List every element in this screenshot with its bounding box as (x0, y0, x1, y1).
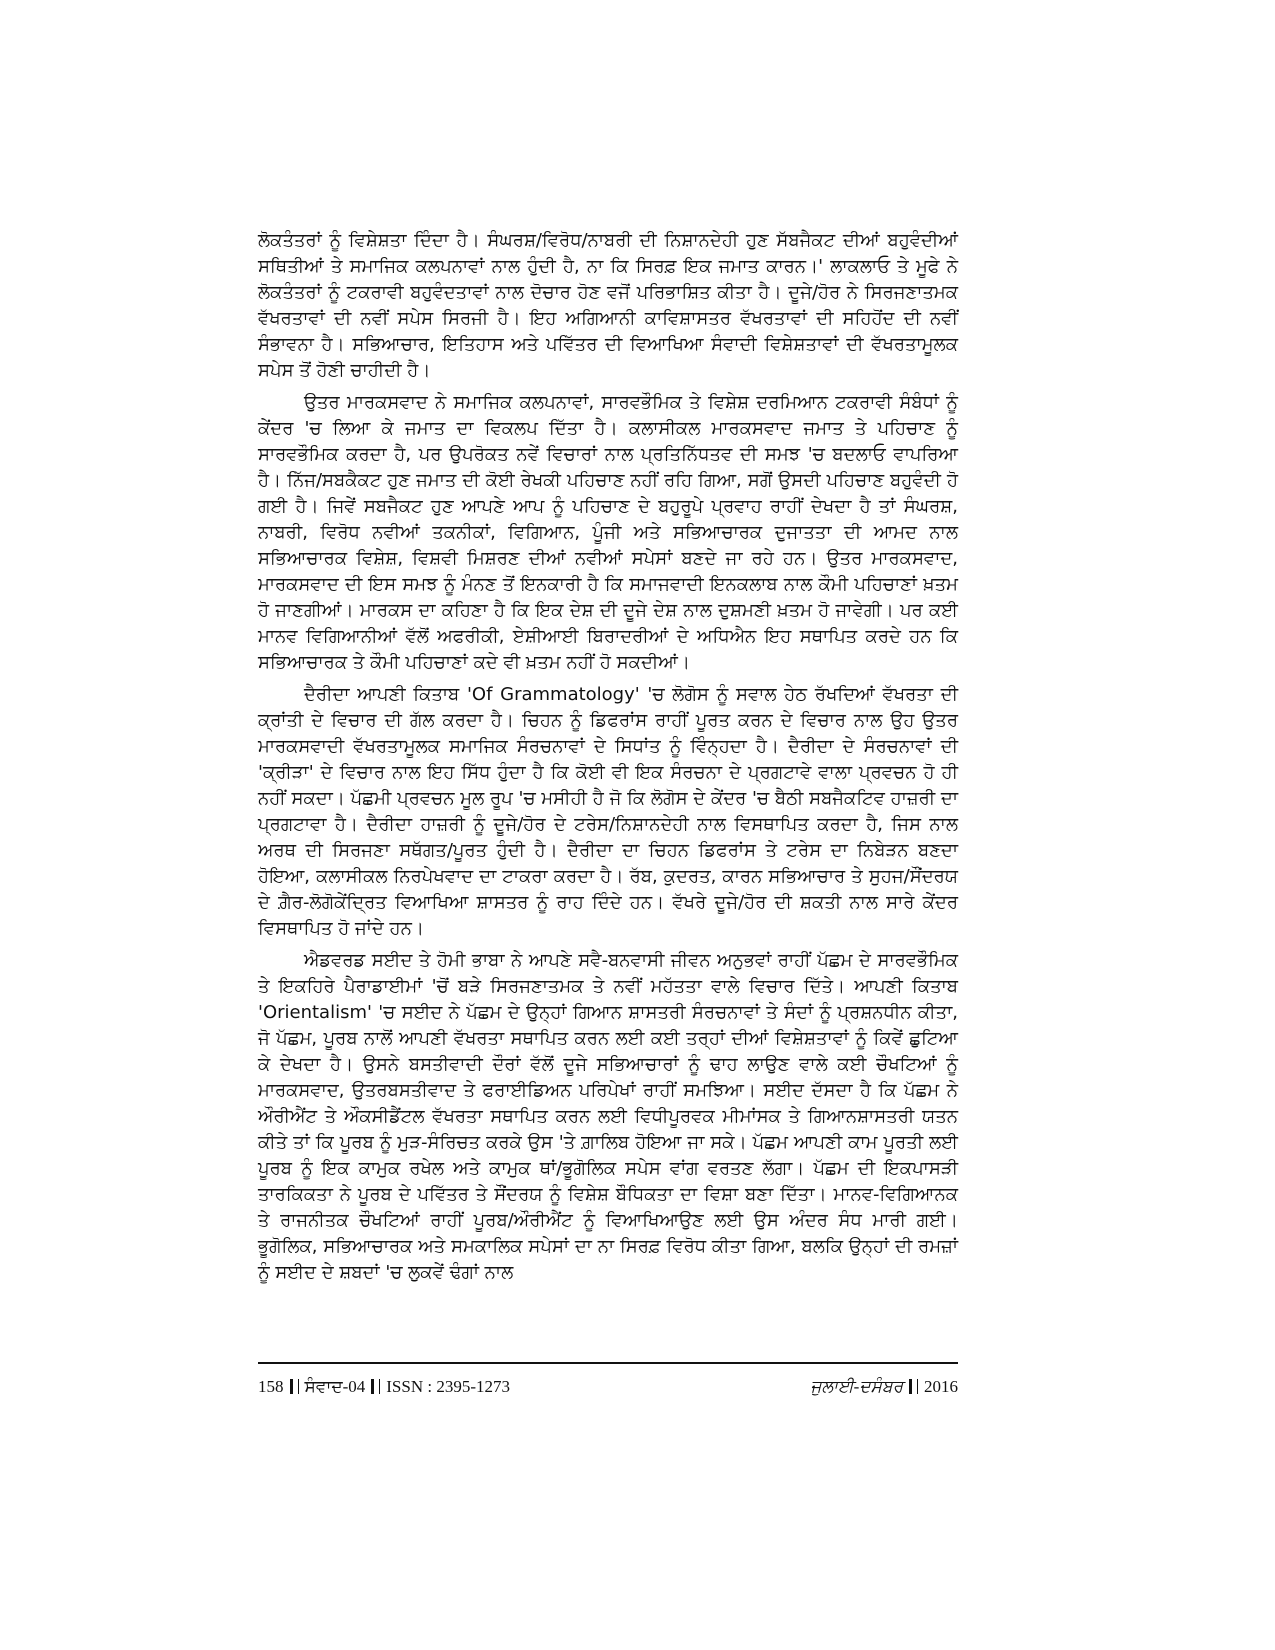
journal-name: ਸੰਵਾਦ-04 (304, 1377, 366, 1396)
issue-year: 2016 (924, 1377, 958, 1396)
paragraph-2: ਉਤਰ ਮਾਰਕਸਵਾਦ ਨੇ ਸਮਾਜਿਕ ਕਲਪਨਾਵਾਂ, ਸਾਰਵਭੌਮਿਕ ਤੇ ਵਿਸ਼ੇਸ਼ ਦਰਮਿਆਨ ਟਕਰਾਵੀ ਸੰਬੰਧਾਂ ਨੂੰ ਕੇਂਦਰ 'ਚ ਲਿਆ ਕੇ ਜਮਾਤ ਦਾ ਵਿਕਲਪ ਦਿੱਤਾ ਹੈ। ਕਲਾਸੀਕਲ ਮਾਰਕਸਵਾਦ ਜਮਾਤ ਤੇ ਪਹਿਚਾਣ ਨੂੰ ਸਾਰਵਭੌਮਿਕ ਕਰਦਾ ਹੈ, ਪਰ ਉਪਰੋਕਤ ਨਵੇਂ ਵਿਚਾਰਾਂ ਨਾਲ ਪ੍ਰਤਿਨਿੱਧਤਵ ਦੀ ਸਮਝ 'ਚ ਬਦਲਾਓ ਵਾਪਰਿਆ ਹੈ। ਨਿੱਜ/ਸਬਕੈਕਟ ਹੁਣ ਜਮਾਤ ਦੀ ਕੋਈ ਰੇਖਕੀ ਪਹਿਚਾਣ ਨਹੀਂ ਰਹਿ ਗਿਆ, ਸਗੋਂ ਉਸਦੀ ਪਹਿਚਾਣ ਬਹੁਵੰਦੀ ਹੋ ਗਈ ਹੈ। ਜਿਵੇਂ ਸਬਜੈਕਟ ਹੁਣ ਆਪਣੇ ਆਪ ਨੂੰ ਪਹਿਚਾਣ ਦੇ ਬਹੁਰੂਪੇ ਪ੍ਰਵਾਹ ਰਾਹੀਂ ਦੇਖਦਾ ਹੈ ਤਾਂ ਸੰਘਰਸ਼, ਨਾਬਰੀ, ਵਿਰੋਧ ਨਵੀਆਂ ਤਕਨੀਕਾਂ, ਵਿਗਿਆਨ, ਪੂੰਜੀ ਅਤੇ ਸਭਿਆਚਾਰਕ ਦੁਜਾਤਤਾ ਦੀ ਆਮਦ ਨਾਲ ਸਭਿਆਚਾਰਕ ਵਿਸ਼ੇਸ਼, ਵਿਸ਼ਵੀ ਮਿਸ਼ਰਣ ਦੀਆਂ ਨਵੀਆਂ ਸਪੇਸਾਂ ਬਣਦੇ ਜਾ ਰਹੇ ਹਨ। ਉਤਰ ਮਾਰਕਸਵਾਦ, ਮਾਰਕਸਵਾਦ ਦੀ ਇਸ ਸਮਝ ਨੂੰ ਮੰਨਣ ਤੋਂ ਇਨਕਾਰੀ ਹੈ ਕਿ ਸਮਾਜਵਾਦੀ ਇਨਕਲਾਬ ਨਾਲ ਕੌਮੀ ਪਹਿਚਾਣਾਂ ਖ਼ਤਮ ਹੋ ਜਾਣਗੀਆਂ। ਮਾਰਕਸ ਦਾ ਕਹਿਣਾ ਹੈ ਕਿ ਇਕ ਦੇਸ਼ ਦੀ ਦੂਜੇ ਦੇਸ਼ ਨਾਲ ਦੁਸ਼ਮਣੀ ਖ਼ਤਮ ਹੋ ਜਾਵੇਗੀ। ਪਰ ਕਈ ਮਾਨਵ ਵਿਗਿਆਨੀਆਂ ਵੱਲੋਂ ਅਫਰੀਕੀ, ਏਸ਼ੀਆਈ ਬਿਰਾਦਰੀਆਂ ਦੇ ਅਧਿਐਨ ਇਹ ਸਥਾਪਿਤ ਕਰਦੇ ਹਨ ਕਿ ਸਭਿਆਚਾਰਕ ਤੇ ਕੌਮੀ ਪਹਿਚਾਣਾਂ ਕਦੇ ਵੀ ਖ਼ਤਮ ਨਹੀਂ ਹੋ ਸਕਦੀਆਂ। (258, 392, 958, 673)
separator-icon (290, 1379, 299, 1394)
paragraph-1: ਲੋਕਤੰਤਰਾਂ ਨੂੰ ਵਿਸ਼ੇਸ਼ਤਾ ਦਿੰਦਾ ਹੈ। ਸੰਘਰਸ਼/ਵਿਰੋਧ/ਨਾਬਰੀ ਦੀ ਨਿਸ਼ਾਨਦੇਹੀ ਹੁਣ ਸੱਬਜੈਕਟ ਦੀਆਂ ਬਹੁਵੰਦੀਆਂ ਸਥਿਤੀਆਂ ਤੇ ਸਮਾਜਿਕ ਕਲਪਨਾਵਾਂ ਨਾਲ ਹੁੰਦੀ ਹੈ, ਨਾ ਕਿ ਸਿਰਫ਼ ਇਕ ਜਮਾਤ ਕਾਰਨ।' ਲਾਕਲਾਓ ਤੇ ਮੂਫੇ ਨੇ ਲੋਕਤੰਤਰਾਂ ਨੂੰ ਟਕਰਾਵੀ ਬਹੁਵੰਦਤਾਵਾਂ ਨਾਲ ਦੋਚਾਰ ਹੋਣ ਵਜੋਂ ਪਰਿਭਾਸ਼ਿਤ ਕੀਤਾ ਹੈ। ਦੂਜੇ/ਹੋਰ ਨੇ ਸਿਰਜਣਾਤਮਕ ਵੱਖਰਤਾਵਾਂ ਦੀ ਨਵੀਂ ਸਪੇਸ ਸਿਰਜੀ ਹੈ। ਇਹ ਅਗਿਆਨੀ ਕਾਵਿਸ਼ਾਸਤਰ ਵੱਖਰਤਾਵਾਂ ਦੀ ਸਹਿਹੋਂਦ ਦੀ ਨਵੀਂ ਸੰਭਾਵਨਾ ਹੈ। ਸਭਿਆਚਾਰ, ਇਤਿਹਾਸ ਅਤੇ ਪਵਿੱਤਰ ਦੀ ਵਿਆਖਿਆ ਸੰਵਾਦੀ ਵਿਸ਼ੇਸ਼ਤਾਵਾਂ ਦੀ ਵੱਖਰਤਾਮੂਲਕ ਸਪੇਸ ਤੋਂ ਹੋਣੀ ਚਾਹੀਦੀ ਹੈ। (258, 230, 958, 381)
footer-right (810, 1374, 958, 1400)
page-footer (258, 1374, 958, 1400)
paragraph-3: ਦੈਰੀਦਾ ਆਪਣੀ ਕਿਤਾਬ 'Of Grammatology' 'ਚ ਲੋਗੋਸ ਨੂੰ ਸਵਾਲ ਹੇਠ ਰੱਖਦਿਆਂ ਵੱਖਰਤਾ ਦੀ ਕ੍ਰਾਂਤੀ ਦੇ ਵਿਚਾਰ ਦੀ ਗੱਲ ਕਰਦਾ ਹੈ। ਚਿਹਨ ਨੂੰ ਡਿਫਰਾਂਸ ਰਾਹੀਂ ਪੂਰਤ ਕਰਨ ਦੇ ਵਿਚਾਰ ਨਾਲ ਉਹ ਉਤਰ ਮਾਰਕਸਵਾਦੀ ਵੱਖਰਤਾਮੂਲਕ ਸਮਾਜਿਕ ਸੰਰਚਨਾਵਾਂ ਦੇ ਸਿਧਾਂਤ ਨੂੰ ਵਿੰਨ੍ਹਦਾ ਹੈ। ਦੈਰੀਦਾ ਦੇ ਸੰਰਚਨਾਵਾਂ ਦੀ 'ਕ੍ਰੀੜਾ' ਦੇ ਵਿਚਾਰ ਨਾਲ ਇਹ ਸਿੱਧ ਹੁੰਦਾ ਹੈ ਕਿ ਕੋਈ ਵੀ ਇਕ ਸੰਰਚਨਾ ਦੇ ਪ੍ਰਗਟਾਵੇ ਵਾਲਾ ਪ੍ਰਵਚਨ ਹੋ ਹੀ ਨਹੀਂ ਸਕਦਾ। ਪੱਛਮੀ ਪ੍ਰਵਚਨ ਮੂਲ ਰੂਪ 'ਚ ਮਸੀਹੀ ਹੈ ਜੋ ਕਿ ਲੋਗੋਸ ਦੇ ਕੇਂਦਰ 'ਚ ਬੈਠੀ ਸਬਜੈਕਟਿਵ ਹਾਜ਼ਰੀ ਦਾ ਪ੍ਰਗਟਾਵਾ ਹੈ। ਦੈਰੀਦਾ ਹਾਜ਼ਰੀ ਨੂੰ ਦੂਜੇ/ਹੋਰ ਦੇ ਟਰੇਸ/ਨਿਸ਼ਾਨਦੇਹੀ ਨਾਲ ਵਿਸਥਾਪਿਤ ਕਰਦਾ ਹੈ, ਜਿਸ ਨਾਲ ਅਰਥ ਦੀ ਸਿਰਜਣਾ ਸਥੱਗਤ/ਪੂਰਤ ਹੁੰਦੀ ਹੈ। ਦੈਰੀਦਾ ਦਾ ਚਿਹਨ ਡਿਫਰਾਂਸ ਤੇ ਟਰੇਸ ਦਾ ਨਿਬੇੜਨ ਬਣਦਾ ਹੋਇਆ, ਕਲਾਸੀਕਲ ਨਿਰਪੇਖਵਾਦ ਦਾ ਟਾਕਰਾ ਕਰਦਾ ਹੈ। ਰੱਬ, ਕੁਦਰਤ, ਕਾਰਨ ਸਭਿਆਚਾਰ ਤੇ ਸੁਹਜ/ਸੌਂਦਰਯ ਦੇ ਗ਼ੈਰ-ਲੋਗੋਕੇਂਦ੍ਰਿਤ ਵਿਆਖਿਆ ਸ਼ਾਸਤਰ ਨੂੰ ਰਾਹ ਦਿੰਦੇ ਹਨ। ਵੱਖਰੇ ਦੂਜੇ/ਹੋਰ ਦੀ ਸ਼ਕਤੀ ਨਾਲ ਸਾਰੇ ਕੇਂਦਰ ਵਿਸਥਾਪਿਤ ਹੋ ਜਾਂਦੇ ਹਨ। (258, 684, 958, 939)
footer-left (258, 1374, 510, 1400)
article-body (258, 228, 958, 1292)
page-number: 158 (258, 1377, 284, 1396)
separator-icon (909, 1379, 918, 1394)
separator-icon (371, 1379, 380, 1394)
footer-rule (258, 1362, 958, 1364)
issue-period: ਜੁਲਾਈ-ਦਸੰਬਰ (810, 1377, 903, 1396)
paragraph-4: ਐਡਵਰਡ ਸਈਦ ਤੇ ਹੋਮੀ ਭਾਬਾ ਨੇ ਆਪਣੇ ਸਵੈ-ਬਨਵਾਸੀ ਜੀਵਨ ਅਨੁਭਵਾਂ ਰਾਹੀਂ ਪੱਛਮ ਦੇ ਸਾਰਵਭੌਮਿਕ ਤੇ ਇਕਹਿਰੇ ਪੈਰਾਡਾਈਮਾਂ 'ਚੋਂ ਬੜੇ ਸਿਰਜਣਾਤਮਕ ਤੇ ਨਵੀਂ ਮਹੱਤਤਾ ਵਾਲੇ ਵਿਚਾਰ ਦਿੱਤੇ। ਆਪਣੀ ਕਿਤਾਬ 'Orientalism' 'ਚ ਸਈਦ ਨੇ ਪੱਛਮ ਦੇ ਉਨ੍ਹਾਂ ਗਿਆਨ ਸ਼ਾਸਤਰੀ ਸੰਰਚਨਾਵਾਂ ਤੇ ਸੰਦਾਂ ਨੂੰ ਪ੍ਰਸ਼ਨਧੀਨ ਕੀਤਾ, ਜੋ ਪੱਛਮ, ਪੂਰਬ ਨਾਲੋਂ ਆਪਣੀ ਵੱਖਰਤਾ ਸਥਾਪਿਤ ਕਰਨ ਲਈ ਕਈ ਤਰ੍ਹਾਂ ਦੀਆਂ ਵਿਸ਼ੇਸ਼ਤਾਵਾਂ ਨੂੰ ਕਿਵੇਂ ਛੁਟਿਆ ਕੇ ਦੇਖਦਾ ਹੈ। ਉਸਨੇ ਬਸਤੀਵਾਦੀ ਦੌਰਾਂ ਵੱਲੋਂ ਦੂਜੇ ਸਭਿਆਚਾਰਾਂ ਨੂੰ ਢਾਹ ਲਾਉਣ ਵਾਲੇ ਕਈ ਚੌਖਟਿਆਂ ਨੂੰ ਮਾਰਕਸਵਾਦ, ਉਤਰਬਸਤੀਵਾਦ ਤੇ ਫਰਾਈਡਿਅਨ ਪਰਿਪੇਖਾਂ ਰਾਹੀਂ ਸਮਝਿਆ। ਸਈਦ ਦੱਸਦਾ ਹੈ ਕਿ ਪੱਛਮ ਨੇ ਔਰੀਐਂਟ ਤੇ ਔਕਸੀਡੈਂਟਲ ਵੱਖਰਤਾ ਸਥਾਪਿਤ ਕਰਨ ਲਈ ਵਿਧੀਪੂਰਵਕ ਮੀਮਾਂਸਕ ਤੇ ਗਿਆਨਸ਼ਾਸਤਰੀ ਯਤਨ ਕੀਤੇ ਤਾਂ ਕਿ ਪੂਰਬ ਨੂੰ ਮੁੜ-ਸੰਰਿਚਤ ਕਰਕੇ ਉਸ 'ਤੇ ਗ਼ਾਲਿਬ ਹੋਇਆ ਜਾ ਸਕੇ। ਪੱਛਮ ਆਪਣੀ ਕਾਮ ਪੂਰਤੀ ਲਈ ਪੂਰਬ ਨੂੰ ਇਕ ਕਾਮੁਕ ਰਖੇਲ ਅਤੇ ਕਾਮੁਕ ਥਾਂ/ਭੂਗੋਲਿਕ ਸਪੇਸ ਵਾਂਗ ਵਰਤਣ ਲੱਗਾ। ਪੱਛਮ ਦੀ ਇਕਪਾਸੜੀ ਤਾਰਕਿਕਤਾ ਨੇ ਪੂਰਬ ਦੇ ਪਵਿੱਤਰ ਤੇ ਸੌਂਦਰਯ ਨੂੰ ਵਿਸ਼ੇਸ਼ ਬੌਧਿਕਤਾ ਦਾ ਵਿਸ਼ਾ ਬਣਾ ਦਿੱਤਾ। ਮਾਨਵ-ਵਿਗਿਆਨਕ ਤੇ ਰਾਜਨੀਤਕ ਚੌਖਟਿਆਂ ਰਾਹੀਂ ਪੂਰਬ/ਔਰੀਐਂਟ ਨੂੰ ਵਿਆਖਿਆਉਣ ਲਈ ਉਸ ਅੰਦਰ ਸੰਧ ਮਾਰੀ ਗਈ। ਭੂਗੋਲਿਕ, ਸਭਿਆਚਾਰਕ ਅਤੇ ਸਮਕਾਲਿਕ ਸਪੇਸਾਂ ਦਾ ਨਾ ਸਿਰਫ਼ ਵਿਰੋਧ ਕੀਤਾ ਗਿਆ, ਬਲਕਿ ਉਨ੍ਹਾਂ ਦੀ ਰਮਜ਼ਾਂ ਨੂੰ ਸਈਦ ਦੇ ਸ਼ਬਦਾਂ 'ਚ ਲੁਕਵੇਂ ਢੰਗਾਂ ਨਾਲ (258, 950, 958, 1283)
issn: ISSN : 2395-1273 (386, 1377, 510, 1396)
